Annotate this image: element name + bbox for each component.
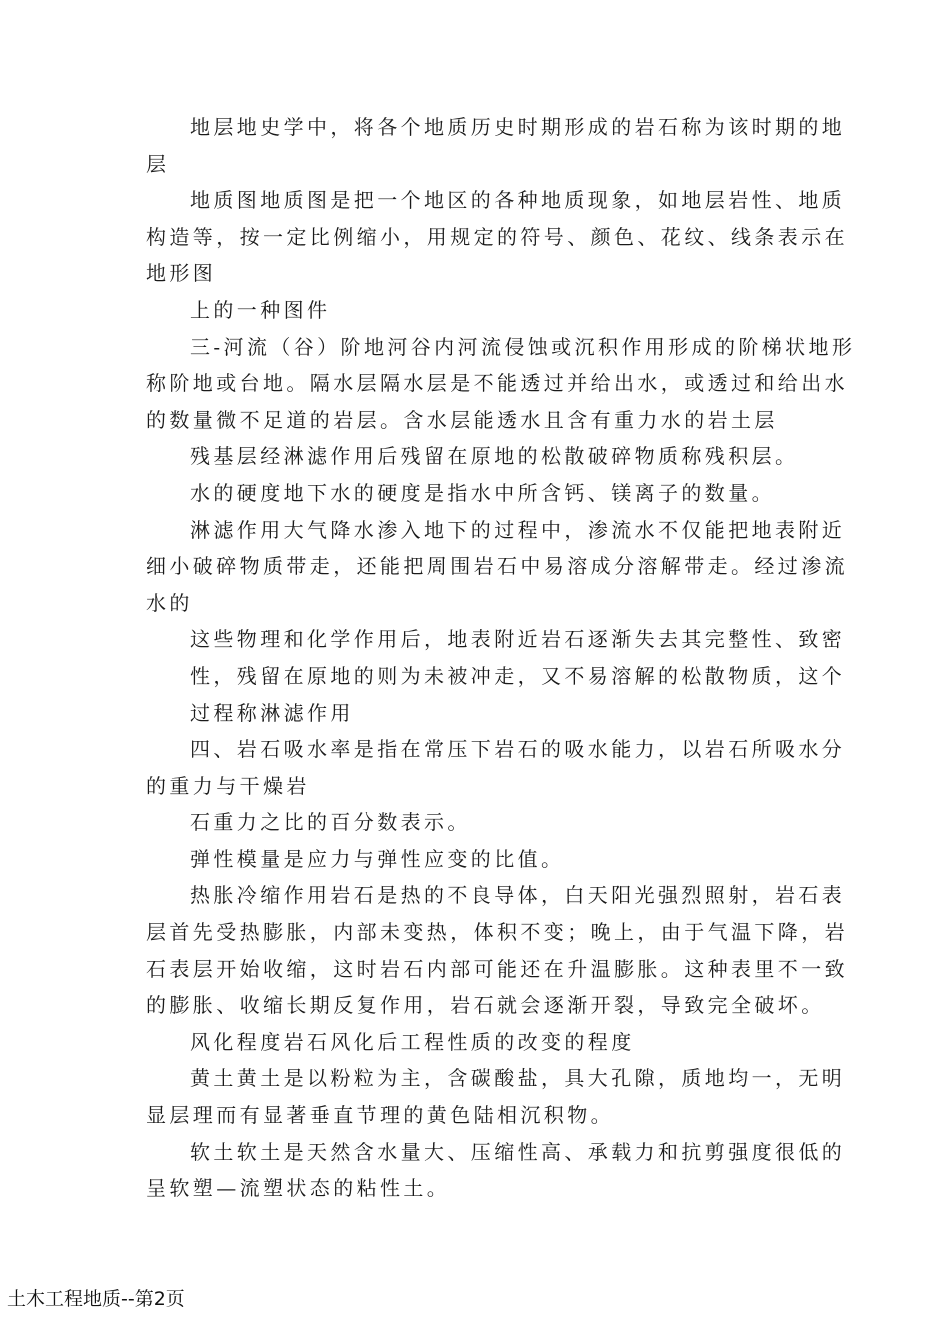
text-line: 水的硬度地下水的硬度是指水中所含钙、镁离子的数量。 <box>190 480 775 505</box>
text-line: 层首先受热膨胀，内部未变热，体积不变；晚上，由于气温下降，岩 <box>146 920 848 945</box>
text-line: 的膨胀、收缩长期反复作用，岩石就会逐渐开裂，导致完全破坏。 <box>146 993 825 1018</box>
text-line: 黄土黄土是以粉粒为主，含碳酸盐，具大孔隙，质地均一，无明 <box>190 1066 846 1091</box>
text-line: 石表层开始收缩，这时岩石内部可能还在升温膨胀。这种表里不一致 <box>146 956 848 981</box>
page-footer: 土木工程地质--第2页 <box>7 1288 185 1310</box>
text-line: 层 <box>146 151 170 176</box>
text-line: 水的 <box>146 590 193 615</box>
text-line: 地形图 <box>146 261 217 286</box>
text-line: 淋滤作用大气降水渗入地下的过程中，渗流水不仅能把地表附近 <box>190 517 846 542</box>
text-line: 过程称淋滤作用 <box>190 700 354 725</box>
text-line: 上的一种图件 <box>190 297 331 322</box>
text-line: 弹性模量是应力与弹性应变的比值。 <box>190 846 565 871</box>
text-line: 风化程度岩石风化后工程性质的改变的程度 <box>190 1029 635 1054</box>
text-line: 热胀冷缩作用岩石是热的不良导体，白天阳光强烈照射，岩石表 <box>190 883 846 908</box>
text-line: 软土软土是天然含水量大、压缩性高、承载力和抗剪强度很低的 <box>190 1139 846 1164</box>
text-line: 性，残留在原地的则为未被冲走，又不易溶解的松散物质，这个 <box>190 663 846 688</box>
text-line: 的重力与干燥岩 <box>146 773 310 798</box>
text-line: 构造等，按一定比例缩小，用规定的符号、颜色、花纹、线条表示在 <box>146 224 848 249</box>
text-line: 呈软塑—流塑状态的粘性土。 <box>146 1176 451 1201</box>
document-body <box>146 109 856 1207</box>
text-line: 四、岩石吸水率是指在常压下岩石的吸水能力，以岩石所吸水分 <box>190 737 846 762</box>
text-line: 三-河流（谷）阶地河谷内河流侵蚀或沉积作用形成的阶梯状地形 <box>190 334 856 359</box>
text-line: 显层理而有显著垂直节理的黄色陆相沉积物。 <box>146 1103 614 1128</box>
text-line: 这些物理和化学作用后，地表附近岩石逐渐失去其完整性、致密 <box>190 627 846 652</box>
text-line: 石重力之比的百分数表示。 <box>190 810 471 835</box>
text-line: 细小破碎物质带走，还能把周围岩石中易溶成分溶解带走。经过渗流 <box>146 554 848 579</box>
text-line: 的数量微不足道的岩层。含水层能透水且含有重力水的岩土层 <box>146 407 778 432</box>
text-line: 地质图地质图是把一个地区的各种地质现象，如地层岩性、地质 <box>190 188 846 213</box>
text-line: 残基层经淋滤作用后残留在原地的松散破碎物质称残积层。 <box>190 444 799 469</box>
text-line: 称阶地或台地。隔水层隔水层是不能透过并给出水，或透过和给出水 <box>146 371 848 396</box>
text-line: 地层地史学中，将各个地质历史时期形成的岩石称为该时期的地 <box>190 115 846 139</box>
